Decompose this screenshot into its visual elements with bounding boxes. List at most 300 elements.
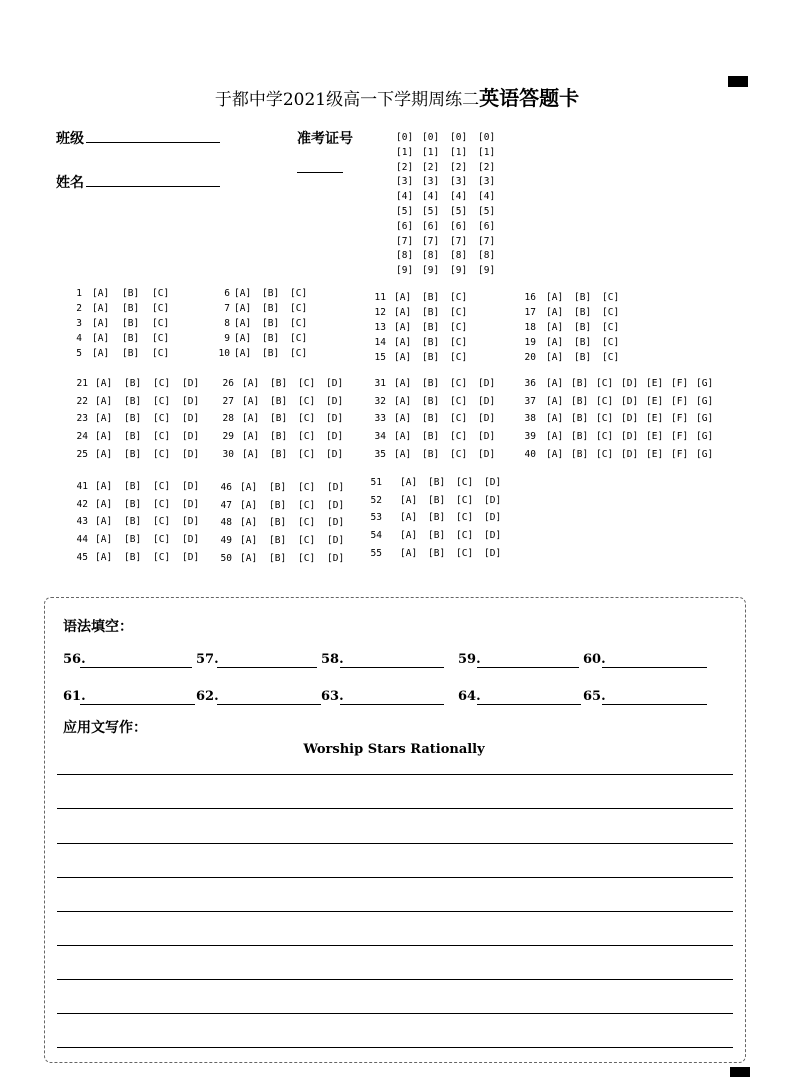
answer-option-bubble[interactable]: [C] xyxy=(596,395,614,407)
answer-option-bubble[interactable]: [D] xyxy=(478,431,496,443)
answer-option-bubble[interactable]: [A] xyxy=(546,322,564,333)
answer-option-bubble[interactable]: [A] xyxy=(240,552,258,564)
exam-digit-bubble[interactable]: [2] xyxy=(422,161,440,173)
answer-option-bubble[interactable]: [A] xyxy=(242,413,260,425)
answer-option-bubble[interactable]: [A] xyxy=(394,307,412,318)
exam-digit-bubble[interactable]: [9] xyxy=(450,265,468,277)
answer-option-bubble[interactable]: [A] xyxy=(546,352,564,363)
answer-option-bubble[interactable]: [D] xyxy=(182,498,200,510)
answer-option-bubble[interactable]: [C] xyxy=(298,552,316,564)
answer-option-bubble[interactable]: [A] xyxy=(95,395,113,407)
answer-option-bubble[interactable]: [C] xyxy=(153,431,171,443)
writing-line[interactable] xyxy=(57,979,733,980)
answer-option-bubble[interactable]: [A] xyxy=(400,530,418,542)
answer-option-bubble[interactable]: [G] xyxy=(696,448,714,460)
question-number: 47 xyxy=(220,499,232,511)
question-number: 51 xyxy=(370,477,382,488)
answer-option-bubble[interactable]: [C] xyxy=(290,318,308,329)
answer-option-bubble[interactable]: [C] xyxy=(290,333,308,344)
answer-option-bubble[interactable]: [D] xyxy=(326,448,344,460)
answer-option-bubble[interactable]: [B] xyxy=(262,348,280,359)
answer-option-bubble[interactable]: [A] xyxy=(546,431,564,443)
answer-option-bubble[interactable]: [D] xyxy=(484,494,502,506)
exam-digit-bubble[interactable]: [9] xyxy=(396,265,414,277)
answer-option-bubble[interactable]: [E] xyxy=(646,448,664,460)
exam-digit-bubble[interactable]: [1] xyxy=(478,146,496,158)
answer-option-bubble[interactable]: [B] xyxy=(122,348,140,359)
answer-option-bubble[interactable]: [B] xyxy=(124,431,142,443)
answer-option-bubble[interactable]: [D] xyxy=(326,431,344,443)
answer-option-bubble[interactable]: [C] xyxy=(153,448,171,460)
answer-option-bubble[interactable]: [C] xyxy=(152,333,170,344)
answer-option-bubble[interactable]: [B] xyxy=(422,448,440,460)
answer-option-bubble[interactable]: [A] xyxy=(400,477,418,488)
answer-option-bubble[interactable]: [B] xyxy=(269,535,287,547)
grammar-answer-field[interactable] xyxy=(217,667,317,668)
answer-option-bubble[interactable]: [D] xyxy=(182,431,200,443)
answer-option-bubble[interactable]: [B] xyxy=(428,547,446,559)
answer-option-bubble[interactable]: [B] xyxy=(124,534,142,546)
question-number: 41 xyxy=(76,481,88,492)
exam-digit-bubble[interactable]: [1] xyxy=(422,146,440,158)
answer-option-bubble[interactable]: [A] xyxy=(234,348,252,359)
answer-option-bubble[interactable]: [D] xyxy=(484,530,502,542)
answer-option-bubble[interactable]: [A] xyxy=(95,413,113,425)
answer-option-bubble[interactable]: [A] xyxy=(95,448,113,460)
writing-line[interactable] xyxy=(57,774,733,775)
answer-option-bubble[interactable]: [C] xyxy=(153,395,171,407)
question-number: 38 xyxy=(524,413,536,425)
answer-option-bubble[interactable]: [A] xyxy=(242,395,260,407)
question-number: 39 xyxy=(524,431,536,443)
answer-option-bubble[interactable]: [A] xyxy=(546,413,564,425)
answer-option-bubble[interactable]: [A] xyxy=(546,448,564,460)
answer-option-bubble[interactable]: [D] xyxy=(182,481,200,492)
question-number: 6 xyxy=(224,288,230,299)
answer-option-bubble[interactable]: [C] xyxy=(450,322,468,333)
exam-digit-bubble[interactable]: [4] xyxy=(422,191,440,203)
answer-option-bubble[interactable]: [C] xyxy=(298,482,316,493)
answer-option-bubble[interactable]: [B] xyxy=(571,448,589,460)
answer-option-bubble[interactable]: [A] xyxy=(234,318,252,329)
grammar-answer-field[interactable] xyxy=(80,667,192,668)
answer-option-bubble[interactable]: [A] xyxy=(95,551,113,563)
answer-option-bubble[interactable]: [D] xyxy=(478,448,496,460)
answer-option-bubble[interactable]: [E] xyxy=(646,378,664,389)
grammar-answer-field[interactable] xyxy=(217,704,321,705)
answer-option-bubble[interactable]: [B] xyxy=(124,516,142,528)
answer-option-bubble[interactable]: [B] xyxy=(422,337,440,348)
exam-digit-bubble[interactable]: [6] xyxy=(450,220,468,232)
exam-digit-bubble[interactable]: [0] xyxy=(396,132,414,143)
answer-option-bubble[interactable]: [B] xyxy=(122,333,140,344)
grammar-answer-field[interactable] xyxy=(340,704,444,705)
answer-option-bubble[interactable]: [D] xyxy=(326,378,344,389)
answer-option-bubble[interactable]: [B] xyxy=(124,413,142,425)
question-number: 4 xyxy=(76,333,82,344)
answer-option-bubble[interactable]: [A] xyxy=(400,547,418,559)
answer-option-bubble[interactable]: [C] xyxy=(450,431,468,443)
answer-option-bubble[interactable]: [A] xyxy=(546,337,564,348)
class-field[interactable] xyxy=(86,142,220,143)
writing-line[interactable] xyxy=(57,1013,733,1014)
writing-line[interactable] xyxy=(57,1047,733,1048)
answer-option-bubble[interactable]: [D] xyxy=(327,499,345,511)
answer-option-bubble[interactable]: [F] xyxy=(671,395,689,407)
answer-option-bubble[interactable]: [D] xyxy=(621,395,639,407)
answer-option-bubble[interactable]: [C] xyxy=(153,534,171,546)
grammar-answer-field[interactable] xyxy=(477,704,581,705)
answer-option-bubble[interactable]: [A] xyxy=(92,303,110,314)
answer-option-bubble[interactable]: [C] xyxy=(456,494,474,506)
answer-option-bubble[interactable]: [D] xyxy=(621,413,639,425)
answer-option-bubble[interactable]: [E] xyxy=(646,431,664,443)
exam-digit-bubble[interactable]: [6] xyxy=(422,220,440,232)
exam-digit-bubble[interactable]: [8] xyxy=(450,250,468,262)
answer-option-bubble[interactable]: [C] xyxy=(298,535,316,547)
answer-option-bubble[interactable]: [A] xyxy=(400,494,418,506)
answer-option-bubble[interactable]: [C] xyxy=(298,413,316,425)
answer-option-bubble[interactable]: [C] xyxy=(290,348,308,359)
answer-option-bubble[interactable]: [D] xyxy=(182,551,200,563)
answer-option-bubble[interactable]: [B] xyxy=(422,322,440,333)
answer-option-bubble[interactable]: [A] xyxy=(92,348,110,359)
answer-option-bubble[interactable]: [D] xyxy=(621,378,639,389)
question-number: 52 xyxy=(370,494,382,506)
answer-option-bubble[interactable]: [B] xyxy=(422,292,440,303)
answer-option-bubble[interactable]: [D] xyxy=(182,413,200,425)
answer-option-bubble[interactable]: [D] xyxy=(621,448,639,460)
answer-option-bubble[interactable]: [B] xyxy=(262,333,280,344)
answer-option-bubble[interactable]: [B] xyxy=(124,498,142,510)
answer-option-bubble[interactable]: [A] xyxy=(234,288,252,299)
answer-option-bubble[interactable]: [C] xyxy=(290,288,308,299)
answer-option-bubble[interactable]: [A] xyxy=(394,352,412,363)
exam-digit-bubble[interactable]: [4] xyxy=(478,191,496,203)
exam-digit-bubble[interactable]: [4] xyxy=(450,191,468,203)
exam-digit-bubble[interactable]: [5] xyxy=(478,206,496,217)
answer-option-bubble[interactable]: [D] xyxy=(484,477,502,488)
answer-option-bubble[interactable]: [B] xyxy=(574,322,592,333)
exam-digit-bubble[interactable]: [9] xyxy=(422,265,440,277)
exam-digit-bubble[interactable]: [7] xyxy=(478,235,496,247)
name-field[interactable] xyxy=(86,186,220,187)
answer-option-bubble[interactable]: [A] xyxy=(240,482,258,493)
answer-option-bubble[interactable]: [A] xyxy=(234,333,252,344)
answer-option-bubble[interactable]: [A] xyxy=(546,378,564,389)
exam-digit-bubble[interactable]: [3] xyxy=(450,176,468,188)
answer-option-bubble[interactable]: [A] xyxy=(95,481,113,492)
exam-digit-bubble[interactable]: [3] xyxy=(422,176,440,188)
answer-option-bubble[interactable]: [C] xyxy=(596,378,614,389)
answer-option-bubble[interactable]: [B] xyxy=(428,512,446,524)
answer-option-bubble[interactable]: [D] xyxy=(182,448,200,460)
answer-option-bubble[interactable]: [C] xyxy=(450,337,468,348)
exam-digit-bubble[interactable]: [2] xyxy=(450,161,468,173)
answer-option-bubble[interactable]: [A] xyxy=(95,378,113,389)
answer-option-bubble[interactable]: [A] xyxy=(400,512,418,524)
exam-digit-bubble[interactable]: [3] xyxy=(478,176,496,188)
exam-digit-bubble[interactable]: [0] xyxy=(422,132,440,143)
exam-digit-bubble[interactable]: [0] xyxy=(450,132,468,143)
answer-option-bubble[interactable]: [C] xyxy=(450,378,468,389)
writing-line[interactable] xyxy=(57,911,733,912)
answer-option-bubble[interactable]: [B] xyxy=(122,288,140,299)
answer-option-bubble[interactable]: [A] xyxy=(95,534,113,546)
answer-option-bubble[interactable]: [C] xyxy=(153,413,171,425)
answer-option-bubble[interactable]: [A] xyxy=(394,395,412,407)
answer-option-bubble[interactable]: [C] xyxy=(456,530,474,542)
exam-digit-bubble[interactable]: [1] xyxy=(450,146,468,158)
exam-digit-bubble[interactable]: [4] xyxy=(396,191,414,203)
answer-option-bubble[interactable]: [B] xyxy=(262,303,280,314)
grammar-answer-field[interactable] xyxy=(80,704,195,705)
answer-option-bubble[interactable]: [A] xyxy=(95,431,113,443)
answer-option-bubble[interactable]: [C] xyxy=(298,395,316,407)
answer-option-bubble[interactable]: [C] xyxy=(298,517,316,529)
exam-digit-bubble[interactable]: [2] xyxy=(396,161,414,173)
grammar-answer-field[interactable] xyxy=(602,704,707,705)
answer-option-bubble[interactable]: [A] xyxy=(394,431,412,443)
answer-option-bubble[interactable]: [B] xyxy=(124,395,142,407)
answer-option-bubble[interactable]: [B] xyxy=(122,303,140,314)
question-number: 33 xyxy=(374,413,386,425)
answer-option-bubble[interactable]: [C] xyxy=(152,348,170,359)
answer-option-bubble[interactable]: [D] xyxy=(327,552,345,564)
answer-option-bubble[interactable]: [B] xyxy=(269,517,287,529)
answer-option-bubble[interactable]: [A] xyxy=(546,307,564,318)
answer-option-bubble[interactable]: [C] xyxy=(602,337,620,348)
answer-option-bubble[interactable]: [B] xyxy=(422,431,440,443)
answer-option-bubble[interactable]: [D] xyxy=(478,395,496,407)
answer-option-bubble[interactable]: [F] xyxy=(671,448,689,460)
answer-option-bubble[interactable]: [A] xyxy=(240,535,258,547)
answer-option-bubble[interactable]: [B] xyxy=(269,552,287,564)
question-number: 48 xyxy=(220,517,232,529)
answer-option-bubble[interactable]: [A] xyxy=(394,292,412,303)
answer-option-bubble[interactable]: [C] xyxy=(450,413,468,425)
exam-digit-bubble[interactable]: [6] xyxy=(478,220,496,232)
answer-option-bubble[interactable]: [D] xyxy=(182,534,200,546)
answer-option-bubble[interactable]: [B] xyxy=(574,307,592,318)
answer-option-bubble[interactable]: [C] xyxy=(456,477,474,488)
answer-option-bubble[interactable]: [A] xyxy=(242,378,260,389)
answer-option-bubble[interactable]: [B] xyxy=(574,292,592,303)
answer-option-bubble[interactable]: [A] xyxy=(240,517,258,529)
answer-option-bubble[interactable]: [G] xyxy=(696,413,714,425)
exam-digit-bubble[interactable]: [8] xyxy=(422,250,440,262)
grammar-answer-field[interactable] xyxy=(602,667,707,668)
answer-option-bubble[interactable]: [D] xyxy=(327,517,345,529)
answer-option-bubble[interactable]: [C] xyxy=(153,498,171,510)
answer-option-bubble[interactable]: [C] xyxy=(152,318,170,329)
answer-option-bubble[interactable]: [A] xyxy=(92,288,110,299)
answer-option-bubble[interactable]: [B] xyxy=(571,431,589,443)
answer-option-bubble[interactable]: [F] xyxy=(671,378,689,389)
grammar-item-number: 57. xyxy=(196,652,219,667)
answer-option-bubble[interactable]: [G] xyxy=(696,431,714,443)
page-title xyxy=(0,82,794,111)
answer-option-bubble[interactable]: [B] xyxy=(574,352,592,363)
answer-option-bubble[interactable]: [A] xyxy=(242,431,260,443)
answer-option-bubble[interactable]: [A] xyxy=(394,448,412,460)
grammar-item-number: 62. xyxy=(196,689,219,704)
exam-digit-bubble[interactable]: [5] xyxy=(396,206,414,217)
answer-option-bubble[interactable]: [C] xyxy=(596,448,614,460)
grammar-answer-field[interactable] xyxy=(340,667,444,668)
answer-option-bubble[interactable]: [C] xyxy=(298,378,316,389)
exam-digit-bubble[interactable]: [5] xyxy=(422,206,440,217)
answer-option-bubble[interactable]: [D] xyxy=(182,516,200,528)
exam-digit-bubble[interactable]: [3] xyxy=(396,176,414,188)
answer-option-bubble[interactable]: [C] xyxy=(298,499,316,511)
answer-option-bubble[interactable]: [B] xyxy=(422,413,440,425)
answer-option-bubble[interactable]: [C] xyxy=(450,395,468,407)
answer-option-bubble[interactable]: [D] xyxy=(326,395,344,407)
answer-option-bubble[interactable]: [B] xyxy=(574,337,592,348)
answer-option-bubble[interactable]: [D] xyxy=(327,535,345,547)
answer-option-bubble[interactable]: [C] xyxy=(450,292,468,303)
answer-option-bubble[interactable]: [C] xyxy=(153,551,171,563)
grammar-item-number: 63. xyxy=(321,689,344,704)
answer-option-bubble[interactable]: [A] xyxy=(394,322,412,333)
answer-option-bubble[interactable]: [A] xyxy=(240,499,258,511)
answer-option-bubble[interactable]: [D] xyxy=(478,378,496,389)
answer-option-bubble[interactable]: [C] xyxy=(450,448,468,460)
writing-line[interactable] xyxy=(57,843,733,844)
answer-option-bubble[interactable]: [C] xyxy=(153,481,171,492)
answer-option-bubble[interactable]: [B] xyxy=(269,499,287,511)
answer-option-bubble[interactable]: [B] xyxy=(124,448,142,460)
answer-option-bubble[interactable]: [G] xyxy=(696,378,714,389)
answer-option-bubble[interactable]: [C] xyxy=(153,516,171,528)
grammar-item-number: 58. xyxy=(321,652,344,667)
answer-option-bubble[interactable]: [B] xyxy=(422,378,440,389)
exam-digit-bubble[interactable]: [2] xyxy=(478,161,496,173)
answer-option-bubble[interactable]: [A] xyxy=(92,333,110,344)
answer-option-bubble[interactable]: [B] xyxy=(270,431,288,443)
answer-option-bubble[interactable]: [D] xyxy=(182,395,200,407)
question-number: 43 xyxy=(76,516,88,528)
exam-digit-bubble[interactable]: [7] xyxy=(450,235,468,247)
answer-option-bubble[interactable]: [A] xyxy=(546,395,564,407)
answer-option-bubble[interactable]: [A] xyxy=(95,498,113,510)
answer-option-bubble[interactable]: [D] xyxy=(326,413,344,425)
answer-option-bubble[interactable]: [B] xyxy=(124,551,142,563)
answer-option-bubble[interactable]: [C] xyxy=(456,547,474,559)
answer-option-bubble[interactable]: [B] xyxy=(428,494,446,506)
question-number: 21 xyxy=(76,378,88,389)
answer-option-bubble[interactable]: [B] xyxy=(428,477,446,488)
answer-option-bubble[interactable]: [A] xyxy=(394,413,412,425)
answer-option-bubble[interactable]: [G] xyxy=(696,395,714,407)
answer-option-bubble[interactable]: [E] xyxy=(646,413,664,425)
exam-digit-bubble[interactable]: [5] xyxy=(450,206,468,217)
answer-option-bubble[interactable]: [C] xyxy=(602,322,620,333)
writing-heading: 应用文写作： xyxy=(63,720,147,736)
question-number: 5 xyxy=(76,348,82,359)
answer-option-bubble[interactable]: [C] xyxy=(290,303,308,314)
question-number: 17 xyxy=(524,307,536,318)
answer-option-bubble[interactable]: [B] xyxy=(270,448,288,460)
answer-option-bubble[interactable]: [C] xyxy=(298,448,316,460)
answer-option-bubble[interactable]: [C] xyxy=(298,431,316,443)
answer-option-bubble[interactable]: [A] xyxy=(394,378,412,389)
exam-digit-bubble[interactable]: [1] xyxy=(396,146,414,158)
answer-option-bubble[interactable]: [C] xyxy=(596,431,614,443)
answer-option-bubble[interactable]: [B] xyxy=(270,413,288,425)
answer-option-bubble[interactable]: [A] xyxy=(92,318,110,329)
answer-option-bubble[interactable]: [C] xyxy=(456,512,474,524)
answer-option-bubble[interactable]: [A] xyxy=(394,337,412,348)
answer-option-bubble[interactable]: [D] xyxy=(327,482,345,493)
answer-option-bubble[interactable]: [C] xyxy=(596,413,614,425)
question-number: 26 xyxy=(222,378,234,389)
answer-option-bubble[interactable]: [A] xyxy=(95,516,113,528)
answer-option-bubble[interactable]: [D] xyxy=(484,512,502,524)
question-number: 15 xyxy=(374,352,386,363)
answer-option-bubble[interactable]: [A] xyxy=(546,292,564,303)
exam-digit-bubble[interactable]: [0] xyxy=(478,132,496,143)
grammar-answer-field[interactable] xyxy=(477,667,579,668)
answer-option-bubble[interactable]: [B] xyxy=(122,318,140,329)
answer-option-bubble[interactable]: [B] xyxy=(270,378,288,389)
exam-digit-bubble[interactable]: [9] xyxy=(478,265,496,277)
answer-option-bubble[interactable]: [B] xyxy=(124,378,142,389)
answer-option-bubble[interactable]: [C] xyxy=(602,307,620,318)
answer-option-bubble[interactable]: [C] xyxy=(152,303,170,314)
exam-digit-bubble[interactable]: [8] xyxy=(478,250,496,262)
answer-option-bubble[interactable]: [F] xyxy=(671,431,689,443)
answer-option-bubble[interactable]: [D] xyxy=(182,378,200,389)
writing-line[interactable] xyxy=(57,808,733,809)
answer-option-bubble[interactable]: [C] xyxy=(153,378,171,389)
answer-option-bubble[interactable]: [B] xyxy=(422,395,440,407)
question-number: 13 xyxy=(374,322,386,333)
answer-option-bubble[interactable]: [B] xyxy=(270,395,288,407)
exam-digit-bubble[interactable]: [7] xyxy=(422,235,440,247)
writing-line[interactable] xyxy=(57,877,733,878)
answer-option-bubble[interactable]: [C] xyxy=(602,352,620,363)
answer-option-bubble[interactable]: [B] xyxy=(262,318,280,329)
answer-option-bubble[interactable]: [F] xyxy=(671,413,689,425)
answer-option-bubble[interactable]: [B] xyxy=(262,288,280,299)
answer-option-bubble[interactable]: [E] xyxy=(646,395,664,407)
answer-option-bubble[interactable]: [B] xyxy=(428,530,446,542)
answer-option-bubble[interactable]: [D] xyxy=(484,547,502,559)
answer-option-bubble[interactable]: [A] xyxy=(234,303,252,314)
answer-option-bubble[interactable]: [A] xyxy=(242,448,260,460)
answer-option-bubble[interactable]: [C] xyxy=(152,288,170,299)
answer-option-bubble[interactable]: [B] xyxy=(571,378,589,389)
exam-digit-bubble[interactable]: [6] xyxy=(396,220,414,232)
answer-option-bubble[interactable]: [D] xyxy=(621,431,639,443)
answer-option-bubble[interactable]: [C] xyxy=(450,352,468,363)
answer-option-bubble[interactable]: [B] xyxy=(269,482,287,493)
exam-number-field[interactable] xyxy=(297,172,343,173)
answer-option-bubble[interactable]: [B] xyxy=(124,481,142,492)
answer-option-bubble[interactable]: [D] xyxy=(478,413,496,425)
answer-option-bubble[interactable]: [B] xyxy=(571,395,589,407)
answer-option-bubble[interactable]: [B] xyxy=(571,413,589,425)
exam-digit-bubble[interactable]: [7] xyxy=(396,235,414,247)
answer-option-bubble[interactable]: [B] xyxy=(422,307,440,318)
answer-option-bubble[interactable]: [C] xyxy=(450,307,468,318)
exam-digit-bubble[interactable]: [8] xyxy=(396,250,414,262)
writing-line[interactable] xyxy=(57,945,733,946)
answer-option-bubble[interactable]: [C] xyxy=(602,292,620,303)
answer-option-bubble[interactable]: [B] xyxy=(422,352,440,363)
